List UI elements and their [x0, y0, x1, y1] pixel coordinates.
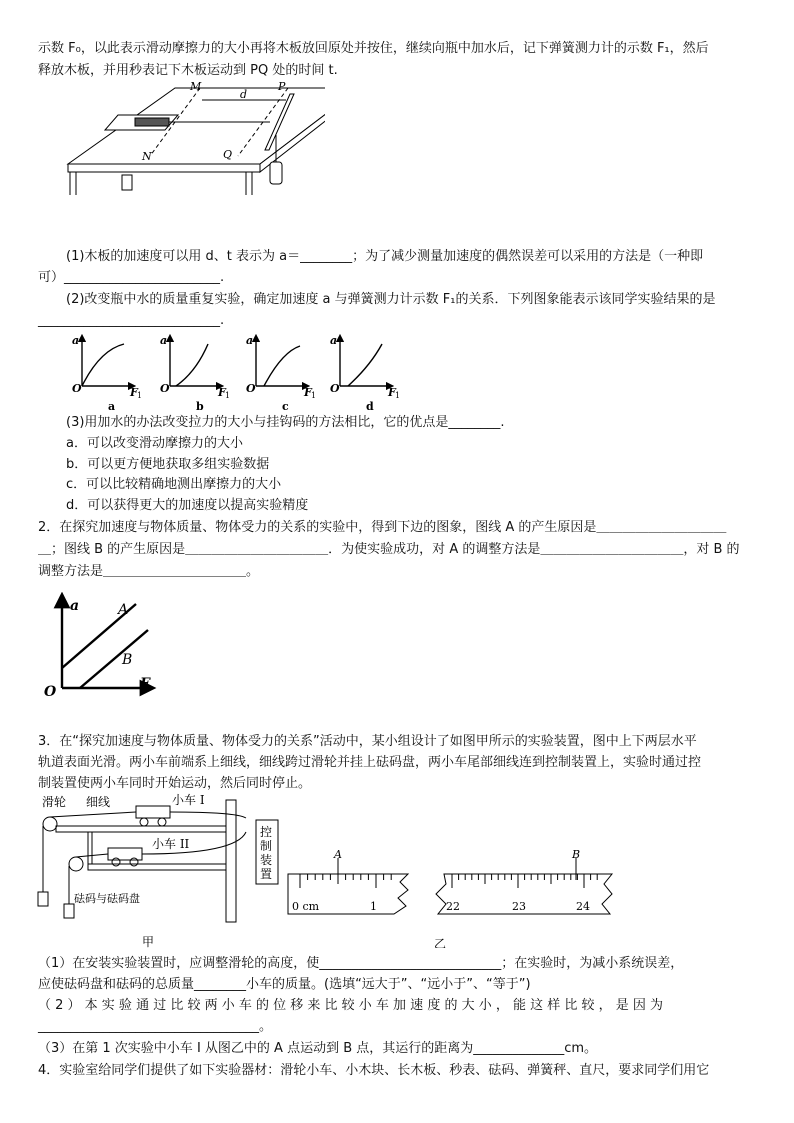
pulley-label: 滑轮: [42, 795, 67, 809]
text-line: 调整方法是＿＿＿＿＿＿＿＿＿＿＿。: [38, 564, 260, 579]
text-line: 制装置使两小车同时开始运动，然后同时停止。: [38, 776, 312, 791]
ruler-tick-label: 24: [576, 900, 590, 913]
text-line: ____________________________.: [38, 313, 225, 328]
origin-label: O: [160, 382, 170, 395]
text-line: 示数 F₀，以此表示滑动摩擦力的大小再将木板放回原处并按住，继续向瓶中加水后，记下弹簧测力计的示数 F₁，然后: [38, 41, 709, 56]
cart2-label: 小车 II: [152, 837, 190, 851]
axis-a-label: a: [160, 334, 168, 347]
weights-label: 砝码与砝码盘: [74, 892, 140, 905]
subscript-label: 1: [311, 391, 317, 400]
text-line: 轨道表面光滑。两小车前端系上细线，细线跨过滑轮并挂上砝码盘，两小车尾部细线连到控制装置上，实验时通过控: [38, 755, 702, 770]
origin-label: O: [72, 382, 82, 395]
point-m-label: M: [190, 80, 202, 93]
point-b-label: B: [572, 848, 581, 861]
ruler-figure: [286, 848, 616, 948]
point-a-label: A: [334, 848, 342, 861]
option-a: a．可以改变滑动摩擦力的大小: [66, 436, 243, 451]
text-line: 应使砝码盘和砝码的总质量________小车的质量。(选填“远大于”、“远小于”、“等于”): [38, 977, 531, 992]
text-line: (1)木板的加速度可以用 d、t 表示为 a＝________；为了减少测量加速度的偶然误差可以采用的方法是（一种即: [66, 249, 704, 264]
option-d: d．可以获得更大的加速度以提高实验精度: [66, 498, 309, 513]
subscript-label: 1: [137, 391, 143, 400]
line-a-label: A: [118, 602, 129, 618]
line-b-label: B: [122, 652, 133, 668]
table-apparatus-figure: [60, 80, 325, 195]
graph-d-caption: d: [366, 400, 374, 412]
graph-c-caption: c: [282, 400, 289, 412]
distance-d-label: d: [240, 88, 248, 101]
string-label: 细线: [86, 795, 111, 809]
text-line: __________________________________。: [38, 1019, 273, 1034]
axis-f1-label: F: [304, 386, 312, 399]
text-line: 2．在探究加速度与物体质量、物体受力的关系的实验中，得到下边的图象，图线 A 的产生原因是＿＿＿＿＿＿＿＿＿＿: [38, 520, 727, 535]
axis-f1-label: F: [130, 386, 138, 399]
control-char: 制: [260, 839, 273, 853]
subscript-label: 1: [225, 391, 231, 400]
option-b: b．可以更方便地获取多组实验数据: [66, 457, 270, 472]
text-line: 可）________________________.: [38, 270, 225, 285]
origin-label: O: [330, 382, 340, 395]
text-line: （1）在安装实验装置时，应调整滑轮的高度，使____________________________；在实验时，为减小系统误差，: [38, 956, 684, 971]
axis-a-label: a: [70, 598, 80, 614]
origin-label: O: [246, 382, 256, 395]
axis-a-label: a: [246, 334, 254, 347]
figure-jia-caption: 甲: [142, 935, 155, 949]
graph-a-caption: a: [108, 400, 116, 412]
axis-f-label: F: [140, 676, 150, 692]
figure-yi-caption: 乙: [434, 937, 447, 948]
graph-b-caption: b: [196, 400, 204, 412]
text-line: 释放木板，并用秒表记下木板运动到 PQ 处的时间 t.: [38, 63, 338, 78]
ruler-tick-label: 23: [512, 900, 526, 913]
cart1-label: 小车 I: [172, 793, 205, 807]
text-line: （3）在第 1 次实验中小车 I 从图乙中的 A 点运动到 B 点，其运行的距离为______________cm。: [38, 1041, 598, 1056]
axis-a-label: a: [72, 334, 80, 347]
ruler-tick-label: 1: [370, 900, 377, 913]
text-line: （ 2 ） 本 实 验 通 过 比 较 两 小 车 的 位 移 来 比 较 小 车 加 速 度 的 大 小 ， 能 这 样 比 较 ， 是 因 为: [38, 998, 664, 1013]
axis-a-label: a: [330, 334, 338, 347]
axis-f1-label: F: [218, 386, 226, 399]
a-f1-graphs-figure: [60, 330, 420, 412]
subscript-label: 1: [395, 391, 401, 400]
control-char: 置: [260, 867, 273, 881]
a-f-lines-figure: [36, 592, 166, 702]
point-q-label: Q: [223, 148, 233, 161]
text-line: 3．在“探究加速度与物体质量、物体受力的关系”活动中，某小组设计了如图甲所示的实验装置，图中上下两层水平: [38, 734, 697, 749]
axis-f1-label: F: [388, 386, 396, 399]
point-p-label: P: [278, 80, 286, 93]
option-c: c．可以比较精确地测出摩擦力的大小: [66, 477, 282, 492]
text-line: (2)改变瓶中水的质量重复实验，确定加速度 a 与弹簧测力计示数 F₁的关系．下列图象能表示该同学实验结果的是: [66, 292, 716, 307]
text-line: (3)用加水的办法改变拉力的大小与挂钩码的方法相比，它的优点是________.: [66, 415, 505, 430]
ruler-tick-label: 22: [446, 900, 460, 913]
ruler-tick-label: 0 cm: [292, 900, 320, 913]
point-n-label: N: [142, 150, 152, 163]
cart-apparatus-figure: [36, 792, 296, 950]
control-char: 装: [260, 853, 273, 867]
control-char: 控: [260, 825, 273, 839]
text-line: ＿；图线 B 的产生原因是＿＿＿＿＿＿＿＿＿＿＿．为使实验成功，对 A 的调整方法是＿＿＿＿＿＿＿＿＿＿＿，对 B 的: [38, 542, 740, 557]
text-line: 4．实验室给同学们提供了如下实验器材：滑轮小车、小木块、长木板、秒表、砝码、弹簧秤、直尺，要求同学们用它: [38, 1063, 710, 1078]
origin-label: O: [44, 684, 57, 700]
